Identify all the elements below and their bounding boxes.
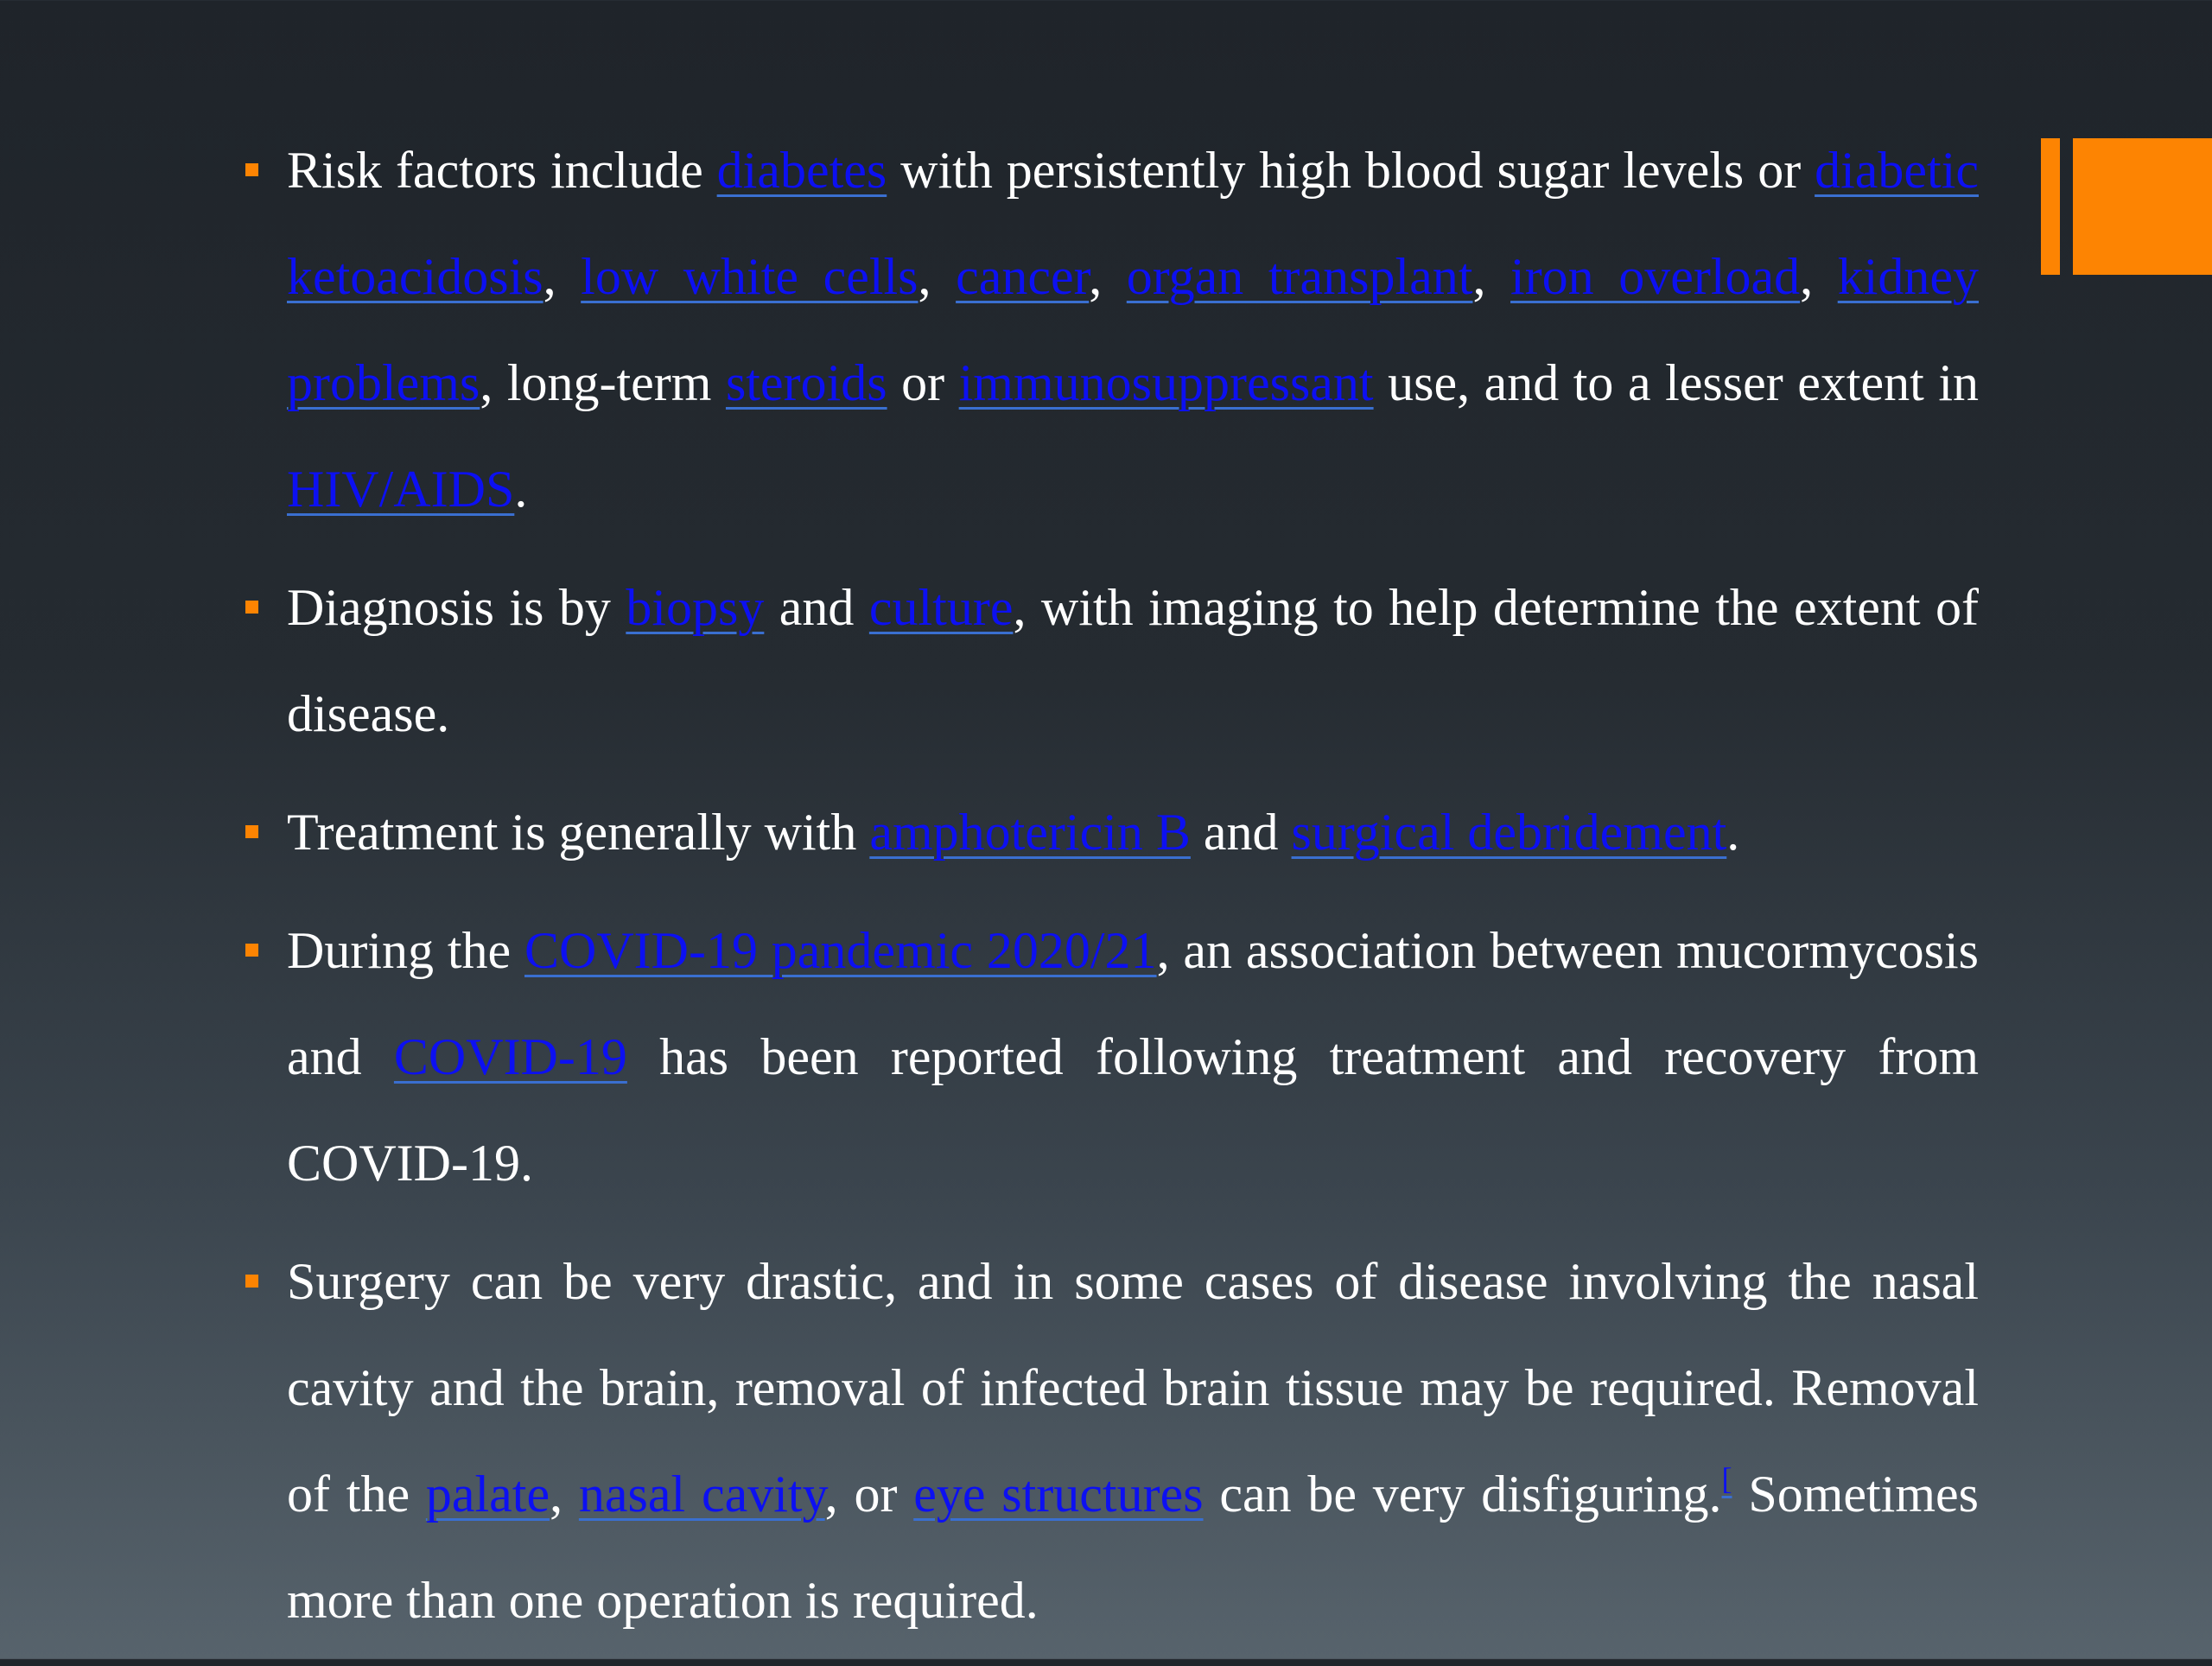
citation-link[interactable]: [	[1721, 1461, 1732, 1496]
bullet-text: and	[764, 579, 869, 636]
link-steroids[interactable]: steroids	[725, 354, 887, 411]
bullet-text: ,	[1800, 248, 1838, 305]
bullet-treatment	[287, 779, 1979, 886]
bullet-text: During the	[287, 922, 524, 979]
link-low-white-cells[interactable]: low white cells	[581, 248, 918, 305]
bullet-square-icon	[245, 601, 258, 614]
bullet-text: ,	[1472, 248, 1511, 305]
bullet-text: ,	[1089, 248, 1127, 305]
bullet-text: has been reported following treatment and recovery from COVID-19.	[287, 1028, 1979, 1192]
link-biopsy[interactable]: biopsy	[626, 579, 765, 636]
bullet-text: .	[514, 461, 528, 518]
link-amphotericin-b[interactable]: amphotericin B	[869, 804, 1191, 861]
link-covid-pandemic[interactable]: COVID-19 pandemic 2020/21	[524, 922, 1157, 979]
bullet-text: can be very disfiguring.	[1203, 1466, 1722, 1523]
link-surgical-debridement[interactable]: surgical debridement	[1291, 804, 1727, 861]
link-culture[interactable]: culture	[868, 579, 1014, 636]
link-diabetic-ketoacidosis[interactable]: diabetic ketoacidosis	[287, 142, 1979, 305]
link-diabetes[interactable]: diabetes	[716, 142, 887, 199]
bullet-text: , long-term	[480, 354, 726, 411]
bullet-square-icon	[245, 1275, 258, 1288]
link-palate[interactable]: palate	[425, 1466, 550, 1523]
accent-bar-block	[2073, 138, 2212, 275]
bullet-diagnosis	[287, 555, 1979, 767]
bullet-text: Diagnosis is by	[287, 579, 626, 636]
bullet-square-icon	[245, 825, 258, 838]
bullet-text: or	[887, 354, 959, 411]
bullet-text: Risk factors include	[287, 142, 717, 199]
link-nasal-cavity[interactable]: nasal cavity	[578, 1466, 825, 1523]
bullet-text: , with imaging to help determine the extent of disease.	[287, 579, 1979, 742]
bullet-list	[287, 118, 1979, 1666]
bullet-text: .	[1726, 804, 1740, 861]
bullet-square-icon	[245, 163, 258, 176]
bullet-square-icon	[245, 944, 258, 957]
bullet-covid	[287, 898, 1979, 1217]
bullet-text: and	[1190, 804, 1292, 861]
bullet-text: use, and to a lesser extent in	[1373, 354, 1980, 411]
link-organ-transplant[interactable]: organ transplant	[1126, 248, 1473, 305]
bullet-text: , an association between mucormycosis and	[287, 922, 1980, 1085]
bullet-text: Sometimes more than one operation is required.	[287, 1466, 1979, 1629]
bullet-text: ,	[543, 248, 582, 305]
bullet-text: Surgery can be very drastic, and in some cases of disease involving the nasal cavity and the brain, removal of infected brain tissue may be required. Removal of the	[287, 1253, 1979, 1523]
bullet-text: ,	[550, 1466, 579, 1523]
link-cancer[interactable]: cancer	[956, 248, 1090, 305]
bullet-text: with persistently high blood sugar levels or	[887, 142, 1815, 199]
bullet-text: Treatment is generally with	[287, 804, 870, 861]
link-immunosuppressant[interactable]: immunosuppressant	[958, 354, 1374, 411]
link-hiv-aids[interactable]: HIV/AIDS	[287, 461, 515, 518]
link-covid-19[interactable]: COVID-19	[393, 1028, 627, 1085]
link-iron-overload[interactable]: iron overload	[1510, 248, 1801, 305]
accent-bar-thin	[2041, 138, 2060, 275]
link-kidney-problems[interactable]: kidney problems	[287, 248, 1980, 411]
link-eye-structures[interactable]: eye structures	[913, 1466, 1204, 1523]
bullet-risk-factors	[287, 118, 1979, 543]
bullet-surgery	[287, 1229, 1979, 1654]
bullet-text: ,	[918, 248, 957, 305]
bullet-text: , or	[824, 1466, 914, 1523]
